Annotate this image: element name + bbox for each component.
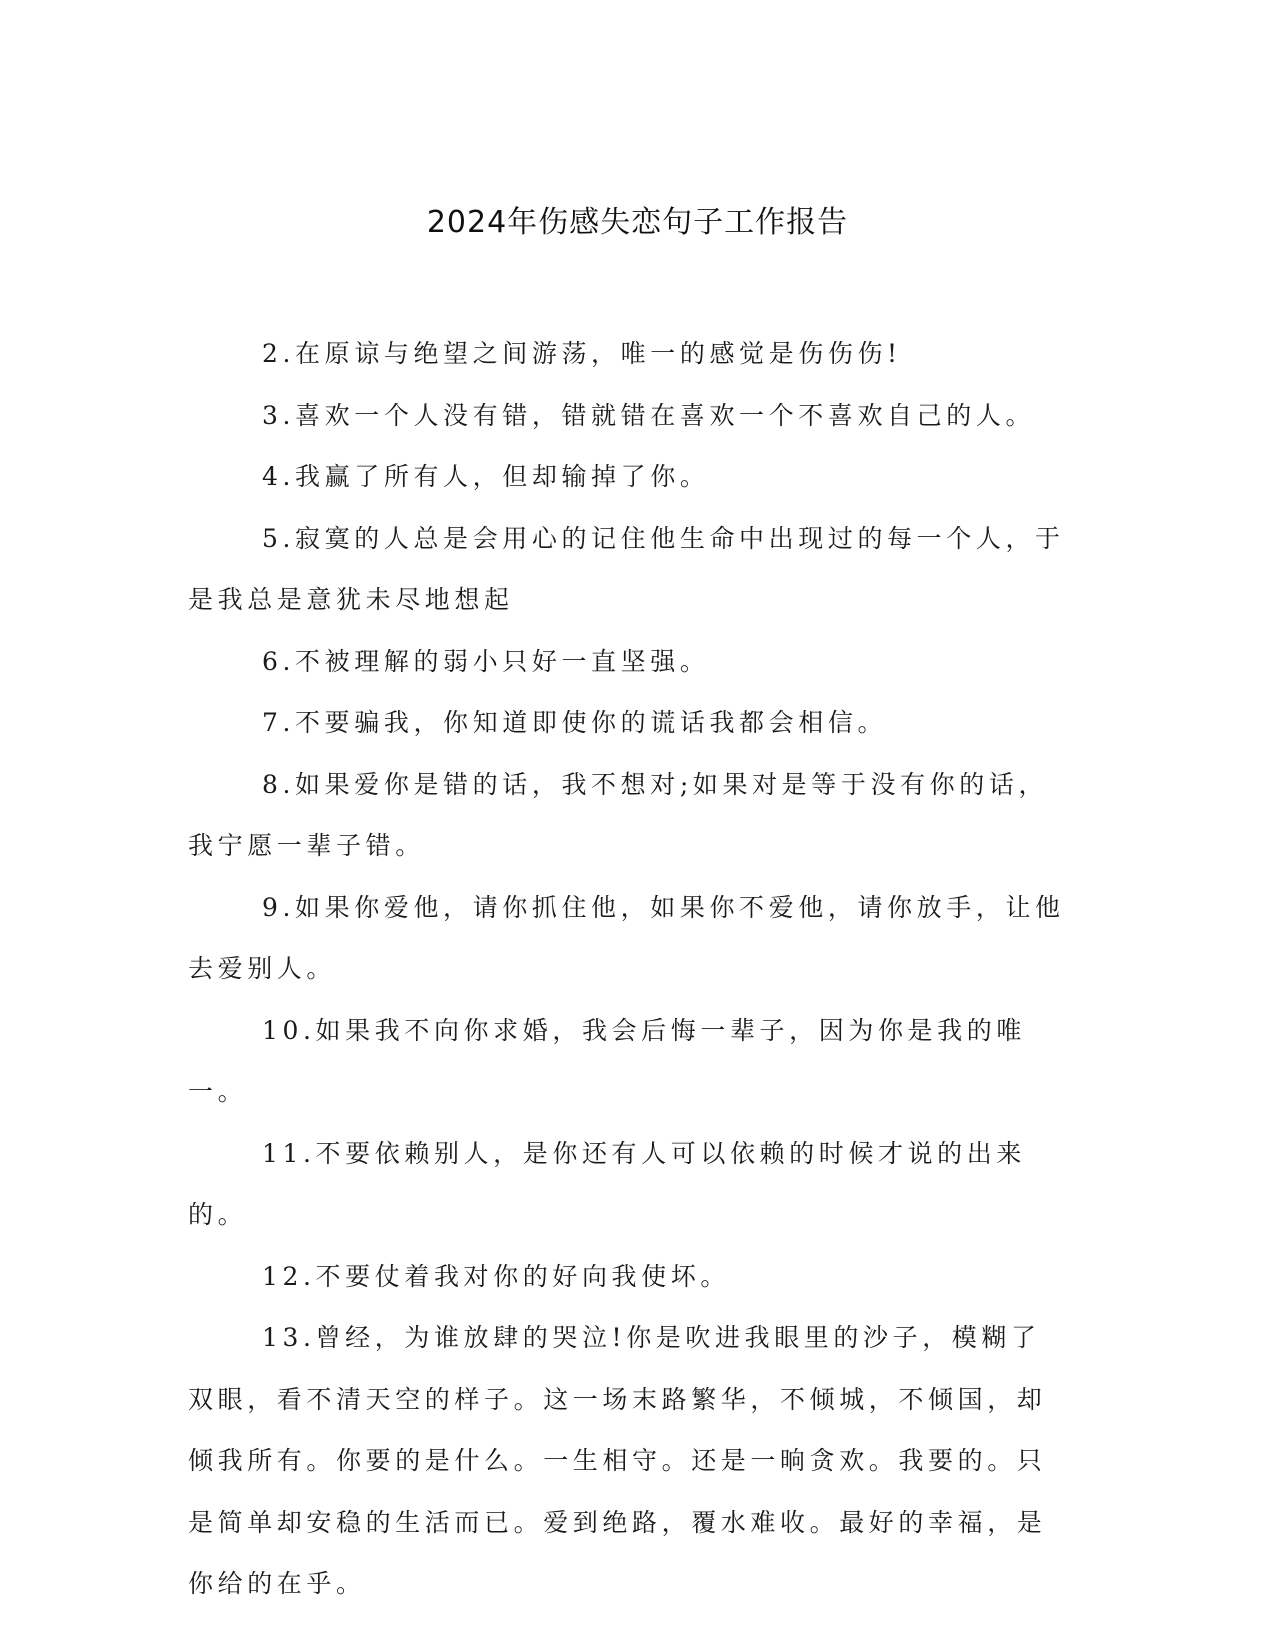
paragraph: 10.如果我不向你求婚，我会后悔一辈子，因为你是我的唯一。 [188, 1015, 1026, 1106]
paragraph: 3.喜欢一个人没有错，错就错在喜欢一个不喜欢自己的人。 [262, 400, 1036, 430]
document-title: 2024年伤感失恋句子工作报告 [426, 205, 849, 240]
paragraph: 7.不要骗我，你知道即使你的谎话我都会相信。 [262, 708, 888, 737]
paragraph: 5.寂寞的人总是会用心的记住他生命中出现过的每一个人，于是我总是意犹未尽地想起 [188, 523, 1065, 614]
paragraph: 4.我赢了所有人，但却输掉了你。 [262, 462, 710, 491]
paragraph: 8.如果爱你是错的话，我不想对;如果对是等于没有你的话，我宁愿一辈子错。 [188, 769, 1049, 860]
paragraph: 2.在原谅与绝望之间游荡，唯一的感觉是伤伤伤! [262, 339, 902, 368]
paragraph: 12.不要仗着我对你的好向我使坏。 [262, 1261, 730, 1291]
paragraph: 11.不要依赖别人，是你还有人可以依赖的时候才说的出来的。 [188, 1138, 1026, 1229]
document-body [188, 323, 1068, 1615]
paragraph: 13.曾经，为谁放肆的哭泣!你是吹进我眼里的沙子，模糊了双眼，看不清天空的样子。这一场末路繁华，不倾城，不倾国，却倾我所有。你要的是什么。一生相守。还是一晌贪欢。我要的。只是简单却安稳的生活而已。爱到绝路，覆水难收。最好的幸福，是你给的在乎。 [188, 1323, 1047, 1598]
paragraph: 9.如果你爱他，请你抓住他，如果你不爱他，请你放手，让他去爱别人。 [188, 892, 1065, 983]
paragraph: 6.不被理解的弱小只好一直坚强。 [262, 646, 710, 676]
